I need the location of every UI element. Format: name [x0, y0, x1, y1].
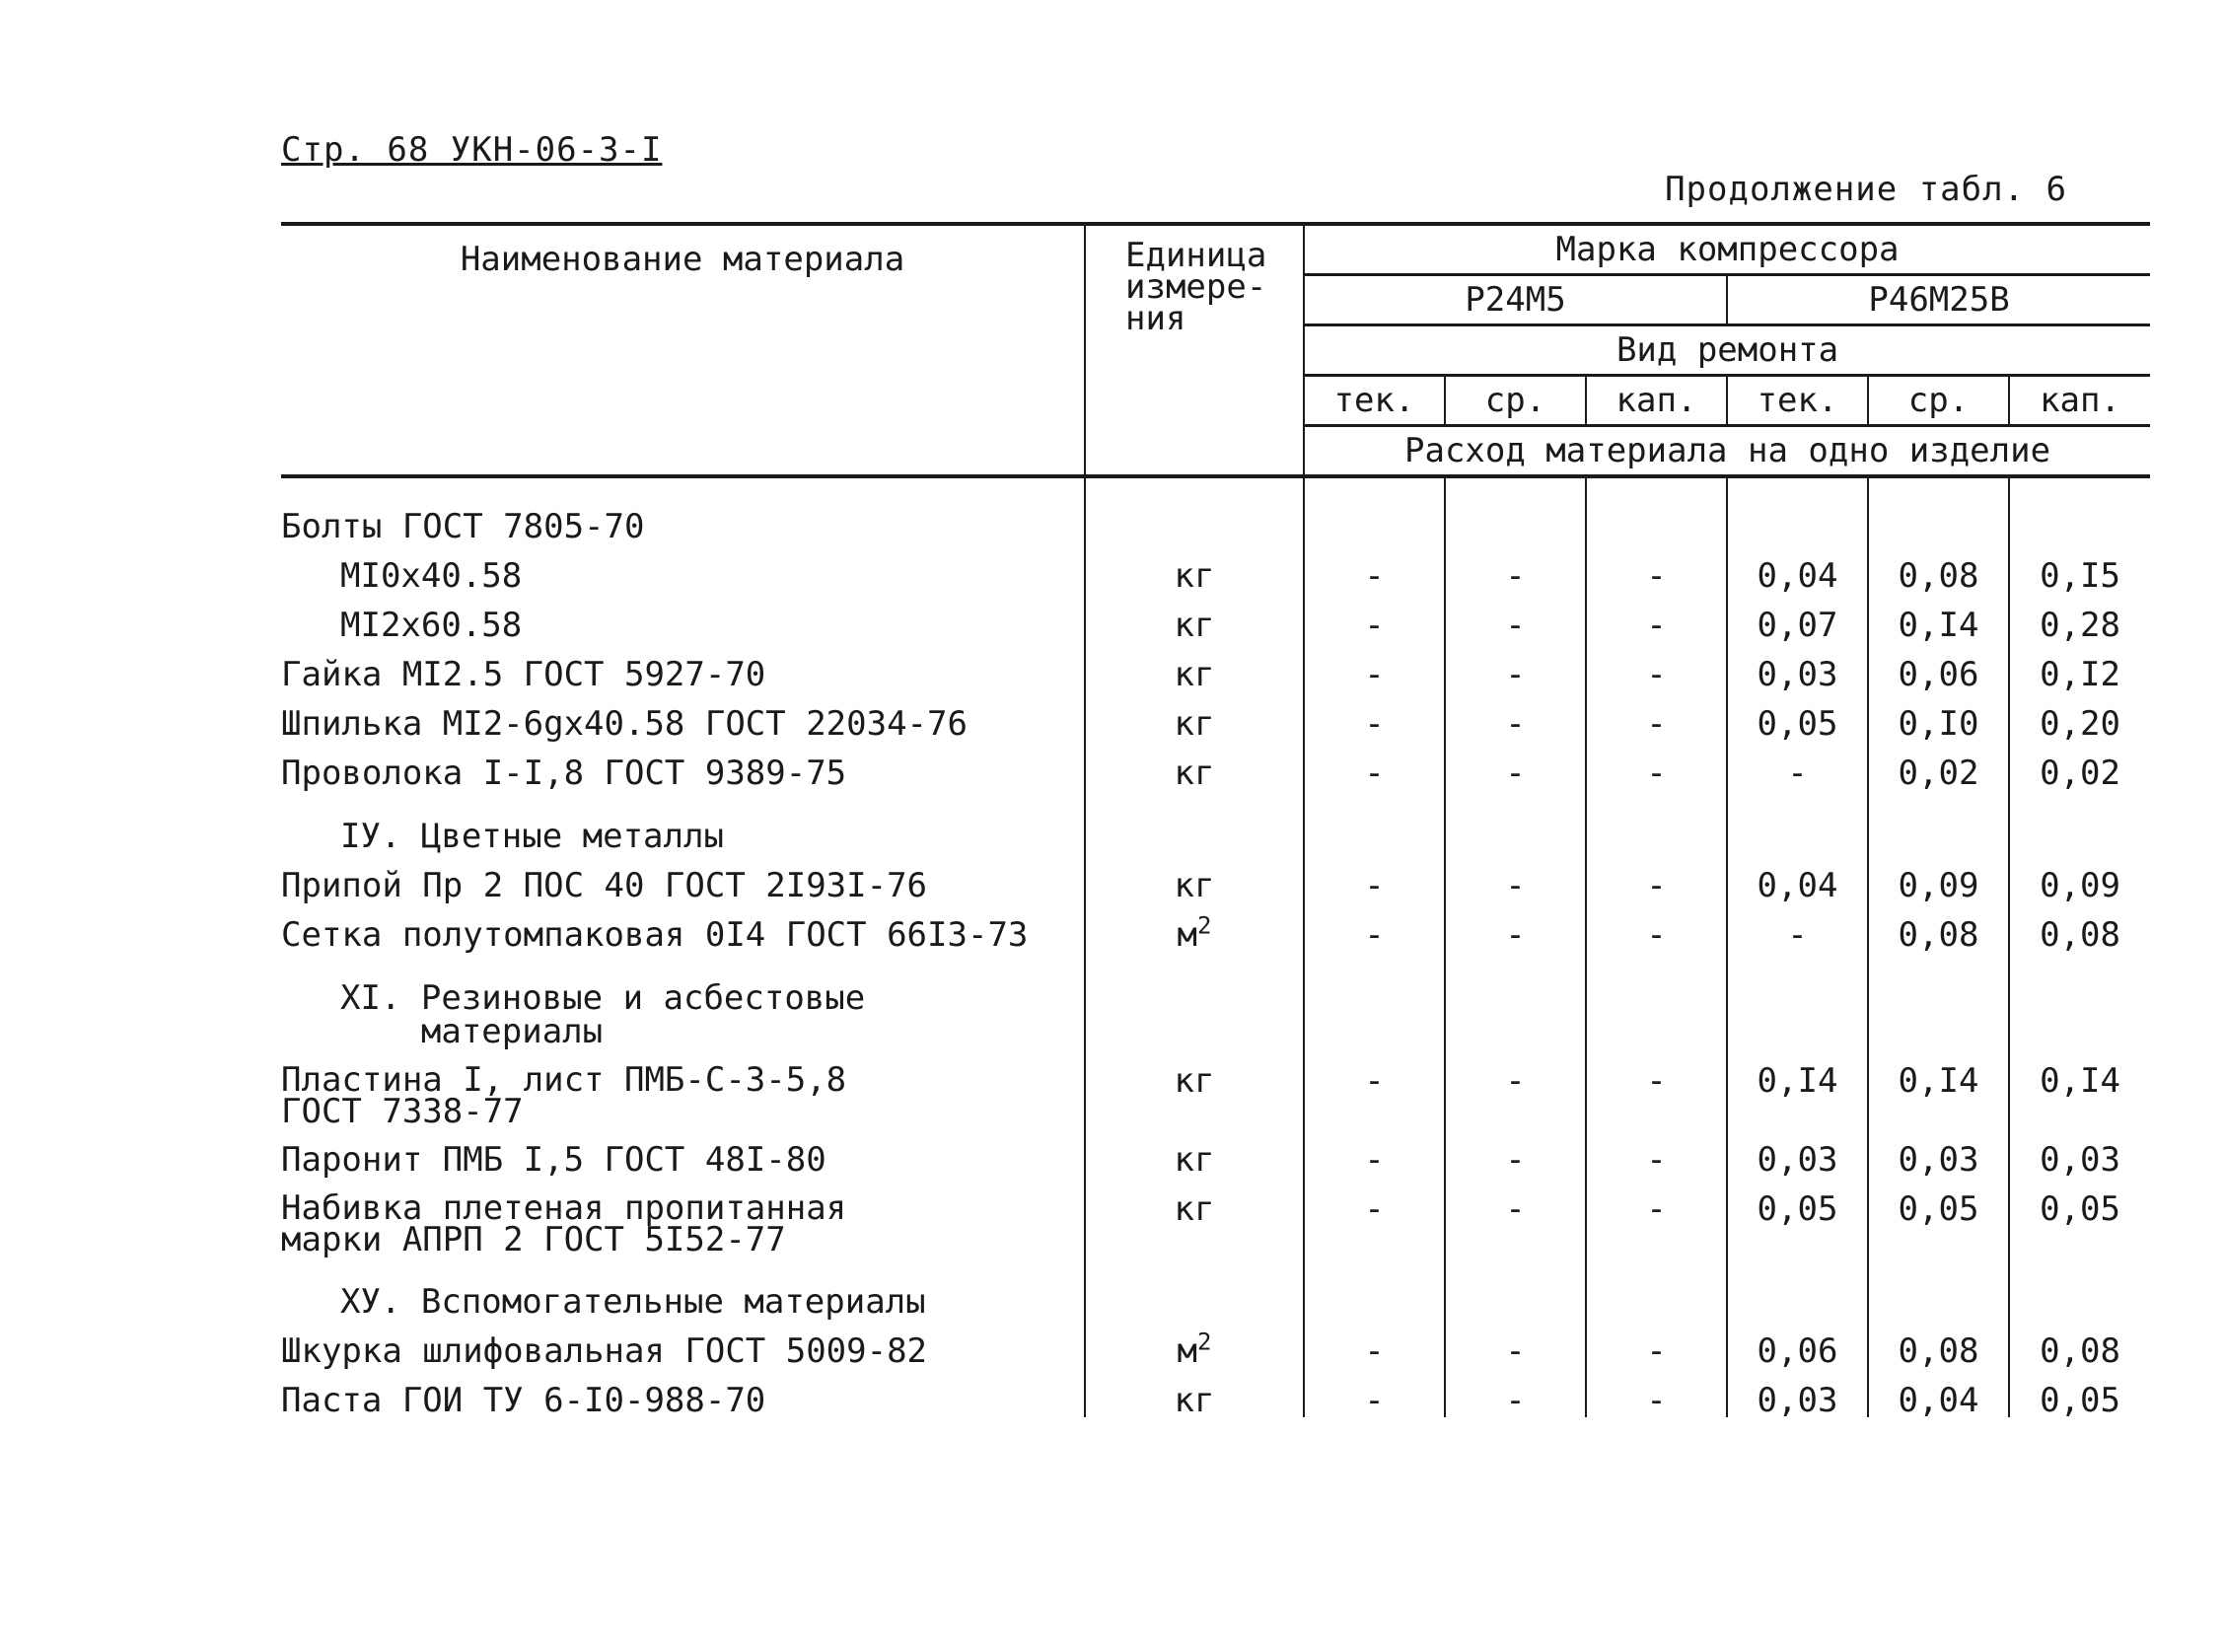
unit-cell: [1085, 1368, 1304, 1420]
unit-cell: [1085, 902, 1304, 955]
value-cell: [1586, 1256, 1727, 1319]
unit-cell: [1085, 476, 1304, 543]
value-cell: -: [1445, 1319, 1586, 1368]
material-name-line: Набивка плетеная пропитанная: [281, 1188, 847, 1228]
value-cell: 0,06: [1727, 1319, 1868, 1368]
value-cell: -: [1727, 902, 1868, 952]
material-name-cell: МI2х60.58: [281, 593, 1085, 642]
value-cell: -: [1304, 691, 1445, 741]
header-repair-col: кап.: [1586, 376, 1727, 426]
table-row: [281, 1319, 2150, 1368]
value-cell: [1304, 476, 1445, 543]
unit-cell: [1085, 593, 1304, 645]
value-cell: 0,05: [1868, 1177, 2009, 1256]
materials-table: [281, 222, 2150, 1420]
table-row: [281, 1177, 2150, 1256]
table-row: [281, 1368, 2150, 1417]
value-cell: 0,I4: [1868, 1048, 2009, 1127]
value-cell: 0,20: [2040, 704, 2120, 744]
unit-text: м: [1177, 1331, 1198, 1371]
value-cell: 0,04: [1868, 1368, 2009, 1417]
table-body: [281, 476, 2150, 1420]
value-cell: 0,02: [1868, 741, 2009, 790]
header-model-p46m25v: Р46М25В: [1727, 275, 2150, 325]
value-cell: -: [1586, 902, 1727, 952]
value-cell: 0,08: [2040, 1331, 2120, 1371]
value-cell: -: [1445, 691, 1586, 741]
value-cell: 0,05: [1727, 691, 1868, 741]
value-cell: 0,08: [2040, 915, 2120, 955]
material-name-cell: Гайка МI2.5 ГОСТ 5927-70: [281, 642, 1085, 691]
unit-cell: [1085, 1127, 1304, 1180]
unit-cell: [1085, 741, 1304, 793]
value-cell: -: [1586, 1319, 1727, 1368]
value-cell: -: [1586, 543, 1727, 593]
table-row: [281, 642, 2150, 691]
value-cell: -: [1304, 853, 1445, 902]
value-cell: -: [1586, 1177, 1727, 1256]
value-cell: 0,04: [1727, 853, 1868, 902]
value-cell: [1304, 952, 1445, 1048]
value-cell: [2009, 1256, 2150, 1319]
value-cell: 0,I4: [1727, 1048, 1868, 1127]
value-cell: -: [1304, 1368, 1445, 1417]
unit-cell: [1085, 642, 1304, 694]
value-cell: [1586, 790, 1727, 853]
value-cell: [1445, 1256, 1586, 1319]
material-name-line: XI. Резиновые и асбестовые: [340, 978, 866, 1018]
value-cell: -: [1586, 853, 1727, 902]
value-cell: 0,05: [2040, 1381, 2120, 1420]
material-name-cell: [281, 1048, 1085, 1131]
value-cell: -: [1445, 1368, 1586, 1417]
value-cell: [1727, 1256, 1868, 1319]
header-repair-col: тек.: [1727, 376, 1868, 426]
header-model-p24m5: Р24М5: [1304, 275, 1727, 325]
value-cell: 0,05: [2040, 1189, 2120, 1229]
unit-superscript: 2: [1197, 1328, 1212, 1356]
value-cell: -: [1445, 642, 1586, 691]
value-cell: 0,09: [1868, 853, 2009, 902]
material-name-cell: Проволока I-I,8 ГОСТ 9389-75: [281, 741, 1085, 790]
value-cell: -: [1445, 902, 1586, 952]
table-continuation-label: Продолжение табл. 6: [1665, 170, 2067, 209]
value-cell: [2009, 476, 2150, 543]
value-cell: 0,03: [2040, 1140, 2120, 1180]
value-cell: -: [1304, 902, 1445, 952]
material-name-cell: Паронит ПМБ I,5 ГОСТ 48I-80: [281, 1127, 1085, 1177]
unit-text: кг: [1174, 655, 1215, 694]
unit-text: кг: [1174, 866, 1215, 905]
material-name-cell: Паста ГОИ ТУ 6-I0-988-70: [281, 1368, 1085, 1417]
material-name-line: материалы: [340, 1012, 604, 1051]
value-cell: -: [1727, 741, 1868, 790]
unit-cell: [1085, 1048, 1304, 1127]
value-cell: 0,I0: [1868, 691, 2009, 741]
header-unit-line: Единица: [1125, 236, 1267, 275]
table-row: [281, 741, 2150, 790]
value-cell: -: [1586, 1368, 1727, 1417]
unit-text: кг: [1174, 556, 1215, 596]
unit-text: кг: [1174, 606, 1215, 645]
unit-cell: [1085, 1256, 1304, 1319]
material-name-line: Пластина I, лист ПМБ-С-3-5,8: [281, 1060, 847, 1100]
value-cell: -: [1586, 1048, 1727, 1127]
value-cell: [1445, 476, 1586, 543]
value-cell: -: [1445, 593, 1586, 642]
value-cell: -: [1304, 1048, 1445, 1127]
value-cell: 0,02: [2040, 754, 2120, 793]
value-cell: 0,I2: [2040, 655, 2120, 694]
unit-superscript: 2: [1197, 911, 1212, 940]
unit-cell: [1085, 691, 1304, 744]
value-cell: [1727, 952, 1868, 1048]
value-cell: 0,09: [2040, 866, 2120, 905]
header-repair-col: тек.: [1304, 376, 1445, 426]
value-cell: 0,03: [1868, 1127, 2009, 1177]
table-row: [281, 691, 2150, 741]
header-repair-type: Вид ремонта: [1304, 325, 2150, 376]
table-row: [281, 543, 2150, 593]
value-cell: [2009, 952, 2150, 1048]
value-cell: [1304, 1256, 1445, 1319]
value-cell: -: [1445, 543, 1586, 593]
material-name-cell: [281, 1177, 1085, 1259]
value-cell: [1586, 476, 1727, 543]
value-cell: [1586, 952, 1727, 1048]
unit-text: кг: [1174, 704, 1215, 744]
value-cell: -: [1586, 1127, 1727, 1177]
value-cell: [1727, 790, 1868, 853]
value-cell: 0,08: [1868, 543, 2009, 593]
material-name-cell: IУ. Цветные металлы: [281, 790, 1085, 853]
header-unit: [1085, 224, 1304, 476]
value-cell: 0,I4: [2040, 1061, 2120, 1101]
value-cell: [1868, 476, 2009, 543]
value-cell: -: [1304, 593, 1445, 642]
value-cell: 0,04: [1727, 543, 1868, 593]
header-unit-line: ния: [1125, 299, 1186, 338]
value-cell: 0,28: [2040, 606, 2120, 645]
table-row: [281, 853, 2150, 902]
value-cell: -: [1445, 1177, 1586, 1256]
material-name-line: марки АПРП 2 ГОСТ 5I52-77: [281, 1220, 786, 1259]
value-cell: 0,07: [1727, 593, 1868, 642]
unit-cell: [1085, 1319, 1304, 1371]
value-cell: -: [1445, 853, 1586, 902]
unit-cell: [1085, 790, 1304, 853]
value-cell: -: [1445, 1048, 1586, 1127]
material-name-cell: Шпилька МI2-6gх40.58 ГОСТ 22034-76: [281, 691, 1085, 741]
unit-cell: [1085, 952, 1304, 1048]
header-consumption: Расход материала на одно изделие: [1304, 426, 2150, 477]
header-unit-line: измере-: [1125, 267, 1267, 307]
value-cell: -: [1586, 691, 1727, 741]
unit-cell: [1085, 853, 1304, 905]
value-cell: 0,03: [1727, 1127, 1868, 1177]
unit-text: кг: [1174, 1061, 1215, 1101]
value-cell: -: [1304, 642, 1445, 691]
value-cell: 0,06: [1868, 642, 2009, 691]
section-heading-row: [281, 952, 2150, 1048]
value-cell: [1868, 952, 2009, 1048]
material-name-line: ГОСТ 7338-77: [281, 1092, 524, 1131]
material-name-cell: Болты ГОСТ 7805-70: [281, 476, 1085, 543]
material-name-cell: Припой Пр 2 ПОС 40 ГОСТ 2I93I-76: [281, 853, 1085, 902]
header-repair-col: кап.: [2009, 376, 2150, 426]
header-material-name: Наименование материала: [281, 224, 1085, 476]
unit-text: м: [1177, 915, 1198, 955]
value-cell: 0,03: [1727, 642, 1868, 691]
value-cell: 0,I5: [2040, 556, 2120, 596]
value-cell: -: [1586, 642, 1727, 691]
section-heading-row: [281, 1256, 2150, 1319]
value-cell: 0,08: [1868, 1319, 2009, 1368]
value-cell: [1868, 790, 2009, 853]
header-compressor-brand: Марка компрессора: [1304, 224, 2150, 275]
value-cell: [1445, 952, 1586, 1048]
value-cell: [2009, 790, 2150, 853]
value-cell: 0,08: [1868, 902, 2009, 952]
header-repair-col: ср.: [1868, 376, 2009, 426]
value-cell: [1868, 1256, 2009, 1319]
value-cell: 0,I4: [1868, 593, 2009, 642]
value-cell: -: [1304, 741, 1445, 790]
value-cell: -: [1304, 543, 1445, 593]
header-repair-col: ср.: [1445, 376, 1586, 426]
value-cell: -: [1586, 741, 1727, 790]
value-cell: -: [1304, 1319, 1445, 1368]
material-name-cell: ХУ. Вспомогательные материалы: [281, 1256, 1085, 1319]
material-name-cell: Сетка полутомпаковая 0I4 ГОСТ 66I3-73: [281, 902, 1085, 952]
table-row: [281, 476, 2150, 543]
unit-text: кг: [1174, 754, 1215, 793]
table-row: [281, 902, 2150, 952]
unit-cell: [1085, 543, 1304, 596]
value-cell: [1445, 790, 1586, 853]
value-cell: [1727, 476, 1868, 543]
unit-text: кг: [1174, 1381, 1215, 1420]
value-cell: 0,03: [1727, 1368, 1868, 1417]
value-cell: -: [1304, 1127, 1445, 1177]
material-name-cell: [281, 952, 1085, 1051]
value-cell: -: [1445, 1127, 1586, 1177]
table-row: [281, 1127, 2150, 1177]
page-header: Стр. 68 УКН-06-3-I: [281, 130, 663, 170]
material-name-cell: МI0х40.58: [281, 543, 1085, 593]
unit-cell: [1085, 1177, 1304, 1256]
value-cell: -: [1586, 593, 1727, 642]
material-name-cell: Шкурка шлифовальная ГОСТ 5009-82: [281, 1319, 1085, 1368]
table-row: [281, 1048, 2150, 1127]
value-cell: 0,05: [1727, 1177, 1868, 1256]
value-cell: -: [1304, 1177, 1445, 1256]
unit-text: кг: [1174, 1140, 1215, 1180]
value-cell: -: [1445, 741, 1586, 790]
section-heading-row: [281, 790, 2150, 853]
table-row: [281, 593, 2150, 642]
value-cell: [1304, 790, 1445, 853]
unit-text: кг: [1174, 1189, 1215, 1229]
